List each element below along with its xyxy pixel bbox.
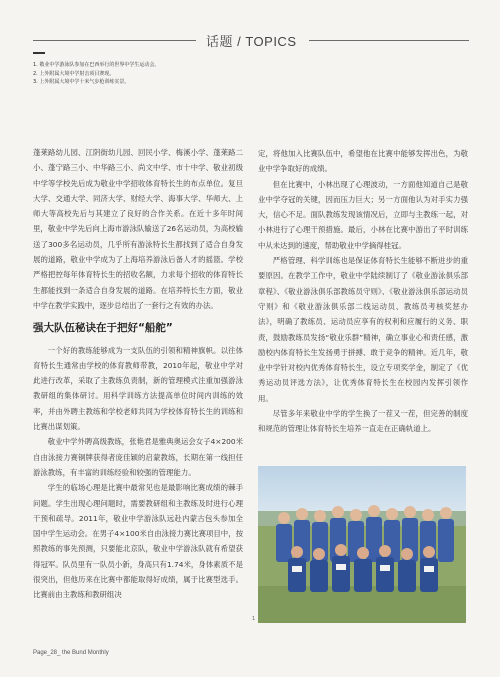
caption-bar xyxy=(33,52,45,54)
right-paragraph-3: 严格管理、科学训练也是保证体育特长生能够不断进步的重要原因。在教学工作中，敬业中学陆续制订了《敬业游泳俱乐部章程》、《敬业游泳俱乐部教练员守则》、《敬业游泳俱乐部运动员守则》和《敬业游泳俱乐部二线运动员、教练员考核奖惩办法》，明确了教练员、运动员应享有的权利和应履行的义务、职责，鼓励教练员发扬“敬业乐群”精神，确立事业心和责任感，激励校内体育特长生发扬勇于拼搏、敢于竞争的精神。近几年，敬业中学针对校内优秀体育特长生，设立专项奖学金，制定了《优秀运动员评选方法》，让优秀体育特长生在校园内发挥引领作用。 xyxy=(258,256,468,403)
caption-2: 2. 上外附属大境中学射击项目赛现。 xyxy=(33,70,115,77)
caption-3: 3. 上外附属大境中学十米气步枪训练实景。 xyxy=(33,79,130,85)
header-rule-right xyxy=(309,40,469,41)
left-paragraph-4: 学生的临场心理是比赛中最常见也是最影响比赛成绩的棘手问题。学生出现心理问题时，需要教研组和主教练及时进行心理干预和疏导。2011年，敬业中学游泳队远赴内蒙古包头参加全国中学生运动会。在男子4×100米自由泳接力赛比赛项目中，按照教练的事先预测，只要能北京队，敬业中学游泳队就有希望获得冠军。队员里有一队员小新，身高只有1.74米，身体素质不是很突出，但他历来在比赛中都能取得好成绩，属于比赛型选手。比赛前由主教练和教研组决 xyxy=(33,483,243,600)
header-rule-left xyxy=(33,40,196,41)
right-column xyxy=(258,146,468,437)
photo-captions xyxy=(33,61,159,87)
page-footer: Page_28_ the Bund Monthly xyxy=(33,650,109,656)
caption-1: 1. 敬业中学游泳队参加在巴西举行的世界中学生运动会。 xyxy=(33,62,160,68)
team-photo-illustration xyxy=(258,466,466,623)
right-paragraph-1: 定，将他加入比赛队伍中，希望他在比赛中能够发挥出色，为敬业中学争取好的成绩。 xyxy=(258,149,468,174)
photo-number: 1 xyxy=(252,616,256,622)
right-paragraph-4: 尽管多年来敬业中学的学生换了一茬又一茬，但完善的制度和规范的管理让体育特长生培养一直走在正确轨道上。 xyxy=(258,409,468,434)
left-paragraph-2: 一个好的教练能够成为一支队伍的引领和精神旗帜。以往体育特长生通常由学校的体育教师带教，2010年起，敬业中学对此进行改革，采取了主教练负责制，新的管理模式注重加强游泳教研组的集体研讨。用科学训练方法提高单位时间内训练的效率，并由外聘主教练和学校老师共同为学校体育特长生的训练和比赛出谋划策。 xyxy=(33,345,243,432)
left-paragraph-3: 敬业中学外聘高级教练，张艳君是雅典奥运会女子4×200米自由泳接力赛铜牌获得者庞佳颖的启蒙教练，长期在第一线担任游泳教练，有丰富的训练经验和较强的管理能力。 xyxy=(33,437,243,477)
team-photo xyxy=(258,466,466,623)
left-paragraph-1: 蓬莱路幼儿园、江阴街幼儿园、回民小学、梅溪小学、蓬莱路二小、蓬宁路三小、中华路三小、尚文中学、市十中学、敬业初级中学等学校先后成为敬业中学招收体育特长生的布点单位。复旦大学、交通大学、同济大学、财经大学、海事大学、华师大、上师大等高校先后与其建立了良好的合作关系。在近十多年时间里，敬业中学先后向上海市游泳队输送了26名运动员，为高校输送了300多名运动员，几乎所有游泳特长生都找到了适合自身发展的道路，敬业中学成为了上海培养游泳后备人才的摇篮。学校严格把控每年体育特长生的招收名额，力求每个招收的体育特长生都能找到一条适合自身发展的道路。在培养特长生方面，敬业中学在教学实践中，逐步总结出了一套行之有效的办法。 xyxy=(33,148,243,310)
section-title: 强大队伍秘诀在于把好“船舵” xyxy=(33,322,173,335)
right-paragraph-2: 但在比赛中，小林出现了心理波动，一方面他知道自己是敬业中学夺冠的关键，因而压力巨大；另一方面他认为对手实力强大，信心不足。面队教练发现该情况后，立即与主教练一起，对小林进行了心理干预措施。最后，小林在比赛中游出了平时训练中从未达到的速度，帮助敬业中学摘得桂冠。 xyxy=(258,179,468,250)
header-topic: 话题 / TOPICS xyxy=(206,34,297,49)
left-column xyxy=(33,145,243,603)
